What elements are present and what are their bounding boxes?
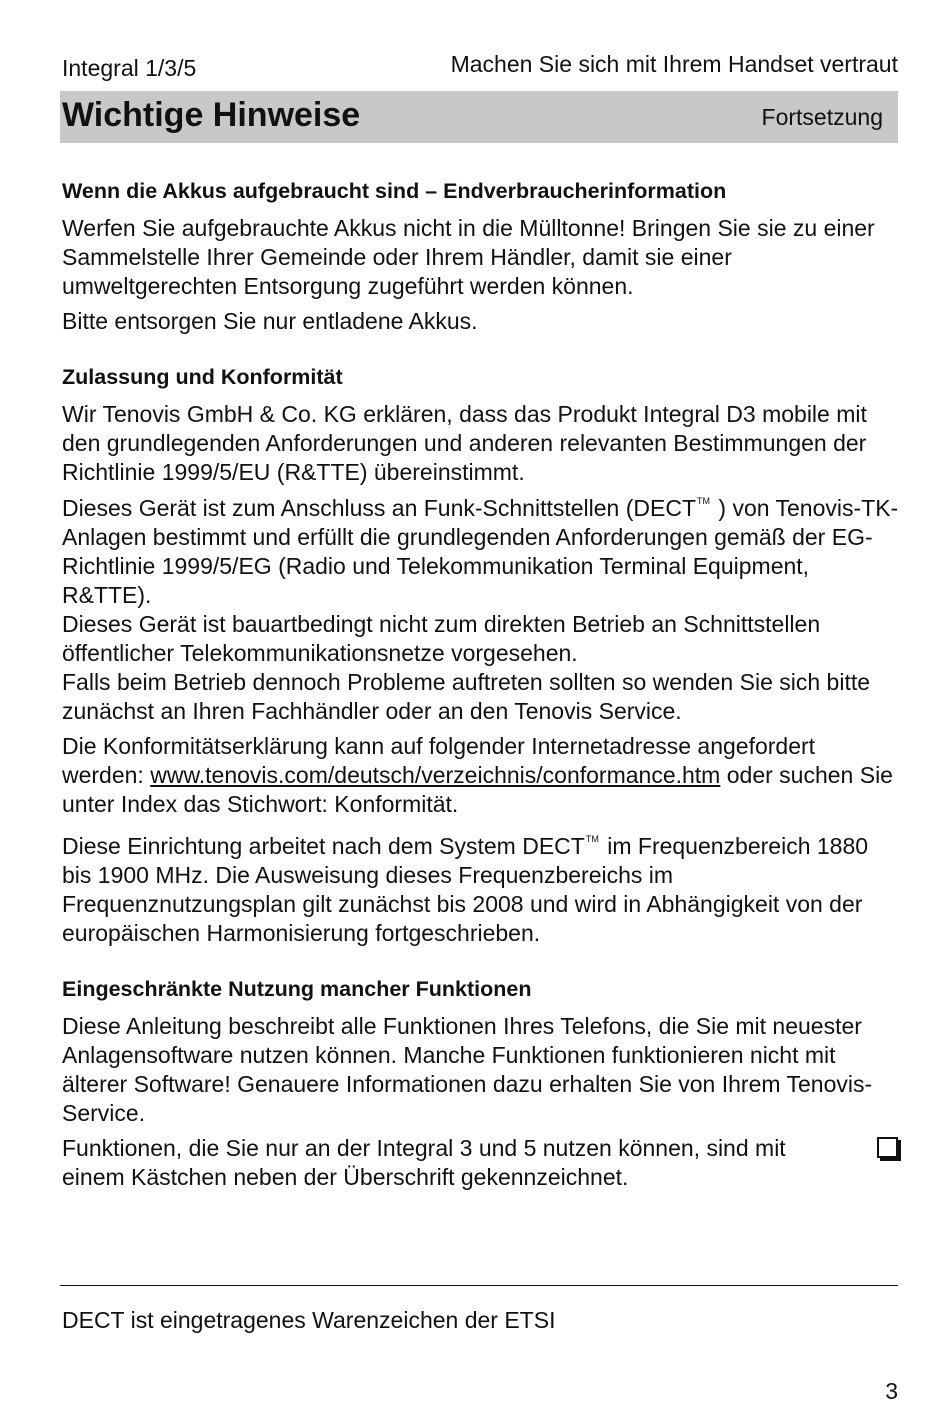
text: Diese Einrichtung arbeitet nach dem System DECT — [62, 833, 585, 859]
trademark-sup: TM — [697, 496, 711, 506]
paragraph: Funktionen, die Sie nur an der Integral 3 und 5 nutzen können, sind mit einem Kästchen neben der Überschrift gekennzeichnet. — [62, 1135, 786, 1190]
text: Dieses Gerät ist zum Anschluss an Funk-Schnittstellen (DECT — [62, 495, 697, 521]
header-chapter: Machen Sie sich mit Ihrem Handset vertraut — [450, 51, 898, 77]
text: im Frequenzbereich 1880 bis 1900 MHz. Die Ausweisung dieses Frequenzbereichs im Frequenznutzungsplan gilt zunächst bis 2008 und wird in Abhängigkeit von der europäischen Harmonisierung fortgeschrieben. — [62, 833, 869, 946]
paragraph — [62, 487, 902, 610]
paragraph — [62, 825, 902, 948]
section-zulassung — [62, 364, 902, 948]
section-heading: Eingeschränkte Nutzung mancher Funktionen — [62, 977, 532, 1001]
trademark-sup: TM — [585, 834, 599, 844]
footnote: DECT ist eingetragenes Warenzeichen der ETSI — [62, 1307, 556, 1333]
page-number: 3 — [885, 1378, 898, 1404]
text: oder suchen Sie unter Index das Stichwort: Konformität. — [62, 762, 893, 817]
text: Die Konformitätserklärung kann auf folgender Internetadresse angefordert werden: — [62, 733, 816, 788]
paragraph: Dieses Gerät ist bauartbedingt nicht zum direkten Betrieb an Schnittstellen öffentlicher Telekommunikationsnetze vorgesehen. — [62, 611, 821, 666]
section-akkus — [62, 178, 902, 336]
footer-divider — [60, 1285, 898, 1286]
paragraph — [62, 732, 902, 819]
title-bar — [60, 91, 898, 143]
paragraph: Falls beim Betrieb dennoch Probleme auftreten sollten so wenden Sie sich bitte zunächst an Ihren Fachhändler oder an den Tenovis Service. — [62, 669, 871, 724]
section-nutzung — [62, 976, 902, 1192]
paragraph: Werfen Sie aufgebrauchte Akkus nicht in die Mülltonne! Bringen Sie sie zu einer Sammelstelle Ihrer Gemeinde oder Ihrem Händler, damit sie einer umweltgerechten Entsorgung zugeführt werden können. — [62, 215, 875, 299]
paragraph: Wir Tenovis GmbH & Co. KG erklären, dass das Produkt Integral D3 mobile mit den grundlegenden Anforderungen und anderen relevanten Bestimmungen der Richtlinie 1999/5/EU (R&TTE) übereinstimmt. — [62, 401, 867, 485]
conformance-link[interactable]: www.tenovis.com/deutsch/verzeichnis/conformance.htm — [150, 762, 721, 788]
text: ) von Tenovis-TK-Anlagen bestimmt und erfüllt die grundlegenden Anforderungen gemäß der EG-Richtlinie 1999/5/EG (Radio und Telekommunikation Terminal Equipment, R&TTE). — [62, 495, 899, 608]
page-title: Wichtige Hinweise — [62, 96, 361, 134]
main-content — [62, 178, 902, 1198]
continuation-label: Fortsetzung — [761, 104, 883, 130]
section-heading: Wenn die Akkus aufgebraucht sind – Endverbraucherinformation — [62, 179, 727, 203]
checkbox-icon — [877, 1137, 898, 1158]
section-heading: Zulassung und Konformität — [62, 365, 343, 389]
checkbox-note — [62, 1134, 902, 1192]
paragraph: Bitte entsorgen Sie nur entladene Akkus. — [62, 308, 478, 334]
header-product: Integral 1/3/5 — [62, 55, 197, 81]
paragraph: Diese Anleitung beschreibt alle Funktionen Ihres Telefons, die Sie mit neuester Anlagensoftware nutzen können. Manche Funktionen funktionieren nicht mit älterer Software! Genauere Informationen dazu erhalten Sie von Ihrem Tenovis-Service. — [62, 1013, 873, 1126]
